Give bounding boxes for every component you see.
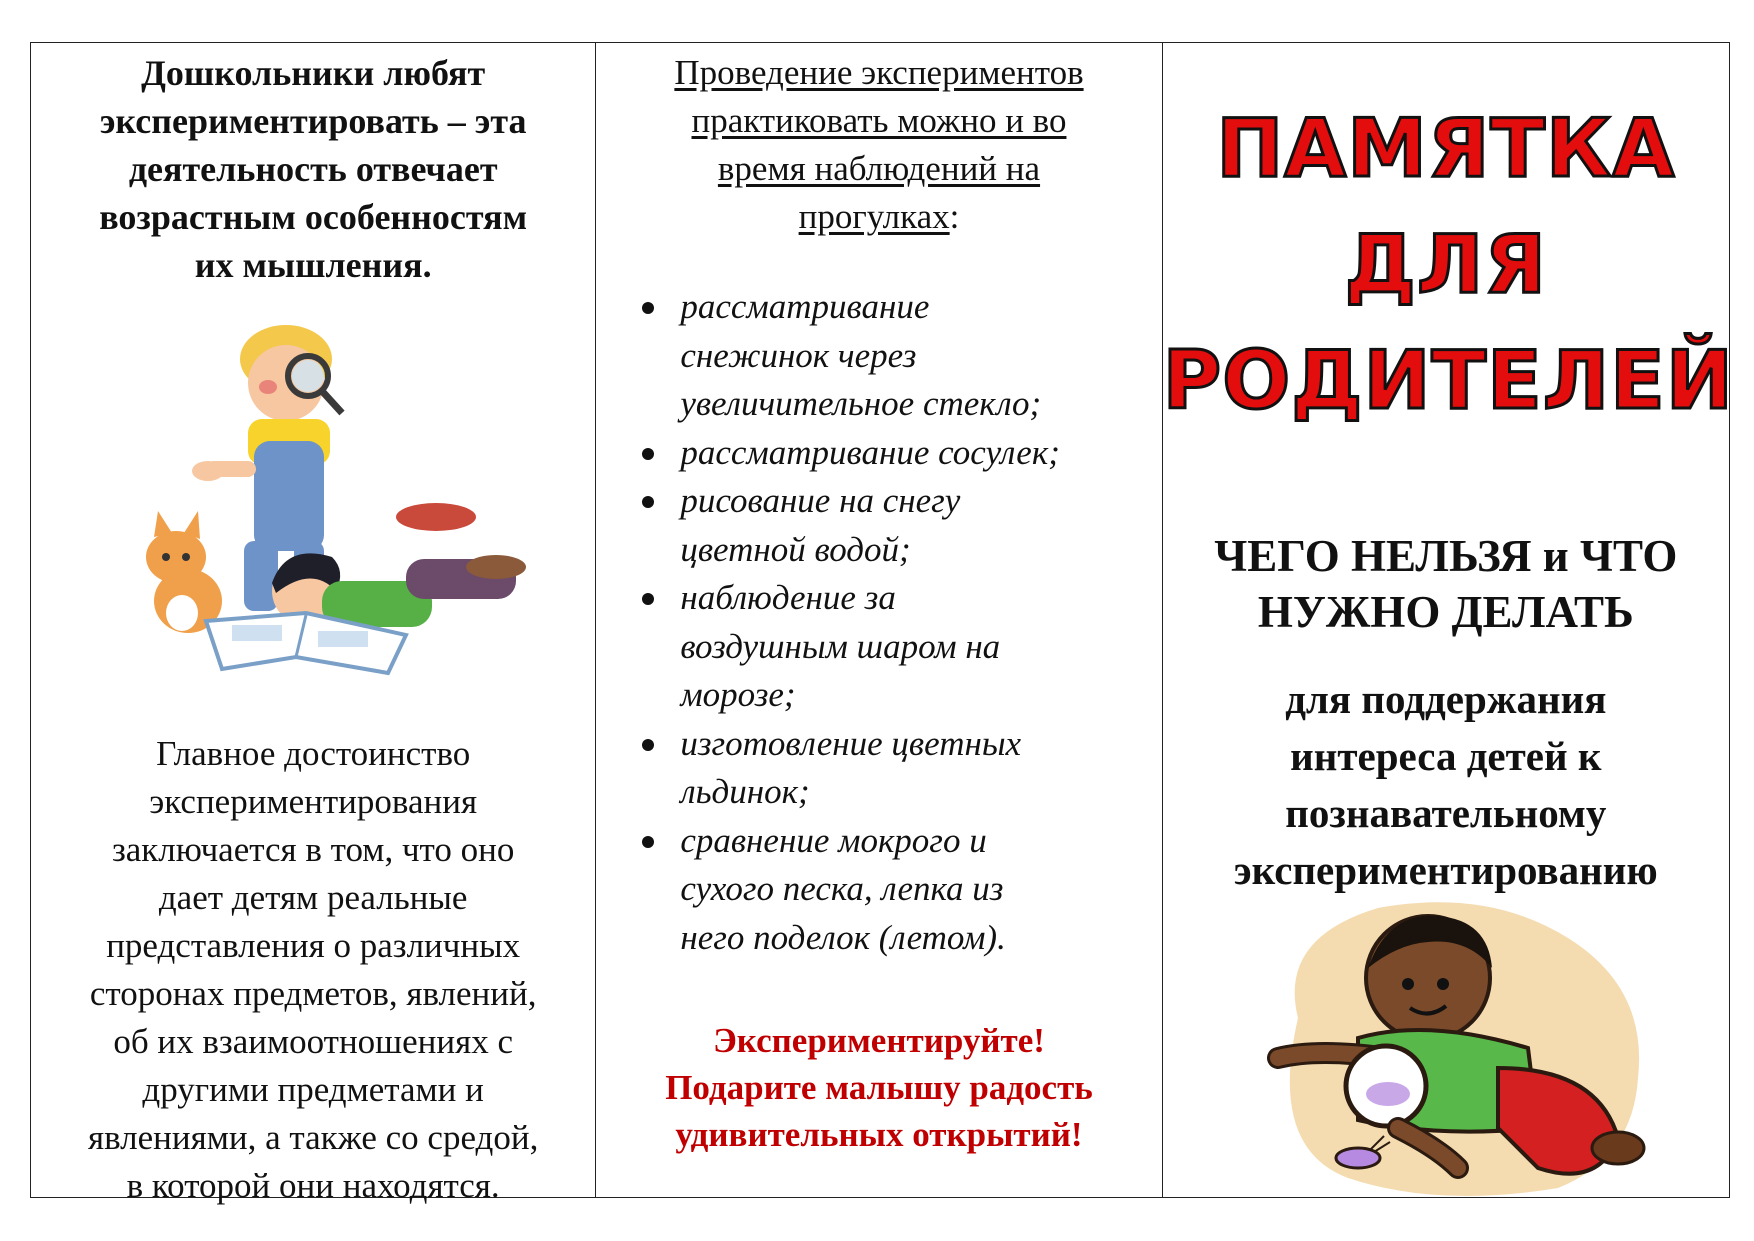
list-item: сравнение мокрого и сухого песка, лепка из него поделок (летом). bbox=[636, 817, 1153, 963]
list-item: рассматривание снежинок через увеличительное стекло; bbox=[636, 283, 1153, 429]
list-item: наблюдение за воздушным шаром на морозе; bbox=[636, 574, 1153, 720]
column-middle bbox=[596, 43, 1162, 1197]
list-item: рассматривание сосулек; bbox=[636, 429, 1153, 478]
list-item: рисование на снегу цветной водой; bbox=[636, 477, 1153, 574]
children-exploring-illustration bbox=[136, 321, 536, 721]
experiment-list bbox=[636, 283, 1153, 962]
subtitle: ЧЕГО НЕЛЬЗЯ и ЧТО НУЖНО ДЕЛАТЬ bbox=[1214, 531, 1678, 637]
boy-with-magnifier-illustration bbox=[1238, 898, 1658, 1198]
column-right bbox=[1162, 43, 1734, 1197]
brochure-frame bbox=[30, 42, 1734, 1205]
column-left bbox=[31, 43, 596, 1205]
purpose-text: для поддержания интереса детей к познавательному экспериментированию bbox=[1233, 676, 1658, 893]
call-to-action: Экспериментируйте! Подарите малышу радость удивительных открытий! bbox=[665, 1021, 1093, 1154]
list-item: изготовление цветных льдинок; bbox=[636, 720, 1153, 817]
intro-text: Дошкольники любят экспериментировать – эта деятельность отвечает возрастным особенностям их мышления. bbox=[99, 53, 528, 285]
page-title: ПАМЯТКА ДЛЯ РОДИТЕЛЕЙ bbox=[1162, 102, 1734, 427]
lead-text: Проведение экспериментов практиковать можно и во время наблюдений на прогулках: bbox=[674, 53, 1084, 236]
main-advantage-text: Главное достоинство экспериментирования заключается в том, что оно дает детям реальные представления о различных сторонах предметов, явлений, об их взаимоотношениях с другими предметами и явлениями, а также со средой, в которой они находятся. bbox=[87, 734, 539, 1205]
